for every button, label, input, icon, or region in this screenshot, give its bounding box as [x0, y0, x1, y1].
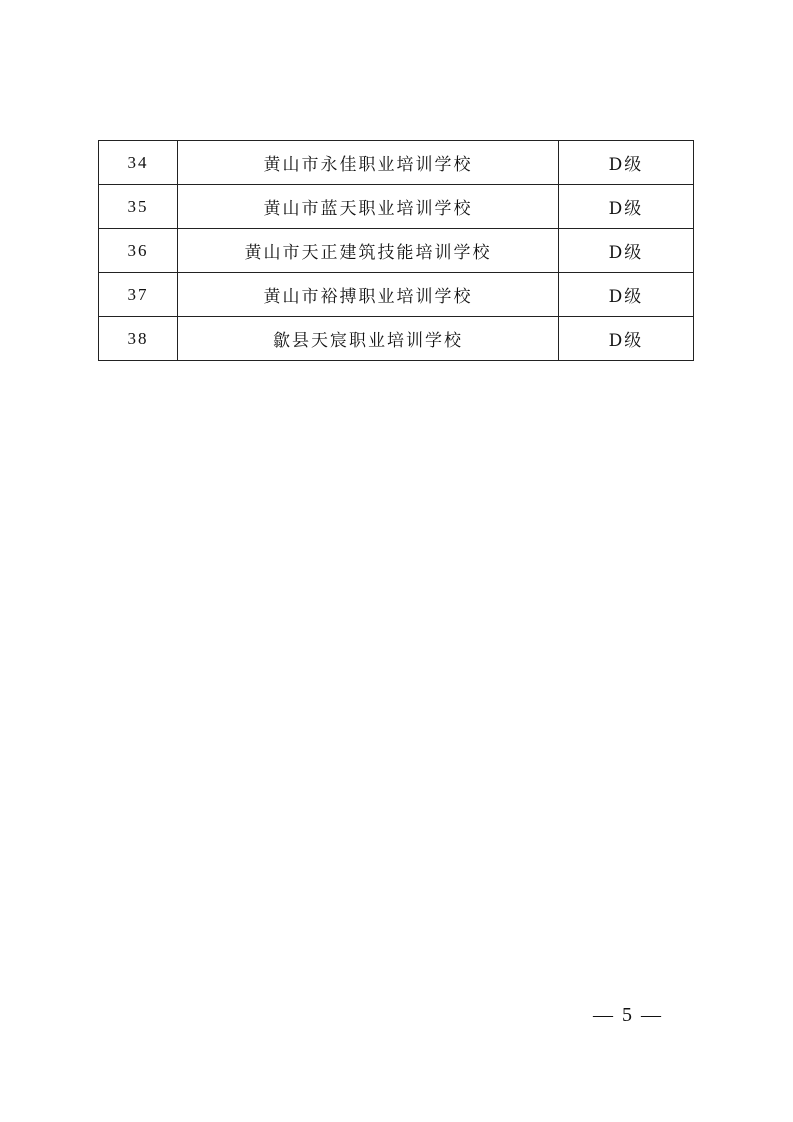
table-row	[99, 185, 694, 229]
school-name: 歙县天宸职业培训学校	[178, 317, 559, 361]
school-name: 黄山市永佳职业培训学校	[178, 141, 559, 185]
row-number: 38	[99, 317, 178, 361]
school-name: 黄山市天正建筑技能培训学校	[178, 229, 559, 273]
grade-level: D级	[559, 229, 694, 273]
table-row	[99, 273, 694, 317]
row-number: 37	[99, 273, 178, 317]
grade-level: D级	[559, 141, 694, 185]
row-number: 34	[99, 141, 178, 185]
row-number: 36	[99, 229, 178, 273]
school-rating-table	[98, 140, 694, 361]
school-name: 黄山市裕搏职业培训学校	[178, 273, 559, 317]
grade-level: D级	[559, 317, 694, 361]
school-name: 黄山市蓝天职业培训学校	[178, 185, 559, 229]
table-row	[99, 229, 694, 273]
row-number: 35	[99, 185, 178, 229]
grade-level: D级	[559, 273, 694, 317]
grade-level: D级	[559, 185, 694, 229]
table-row	[99, 141, 694, 185]
page-number: — 5 —	[593, 1004, 663, 1026]
table-row	[99, 317, 694, 361]
